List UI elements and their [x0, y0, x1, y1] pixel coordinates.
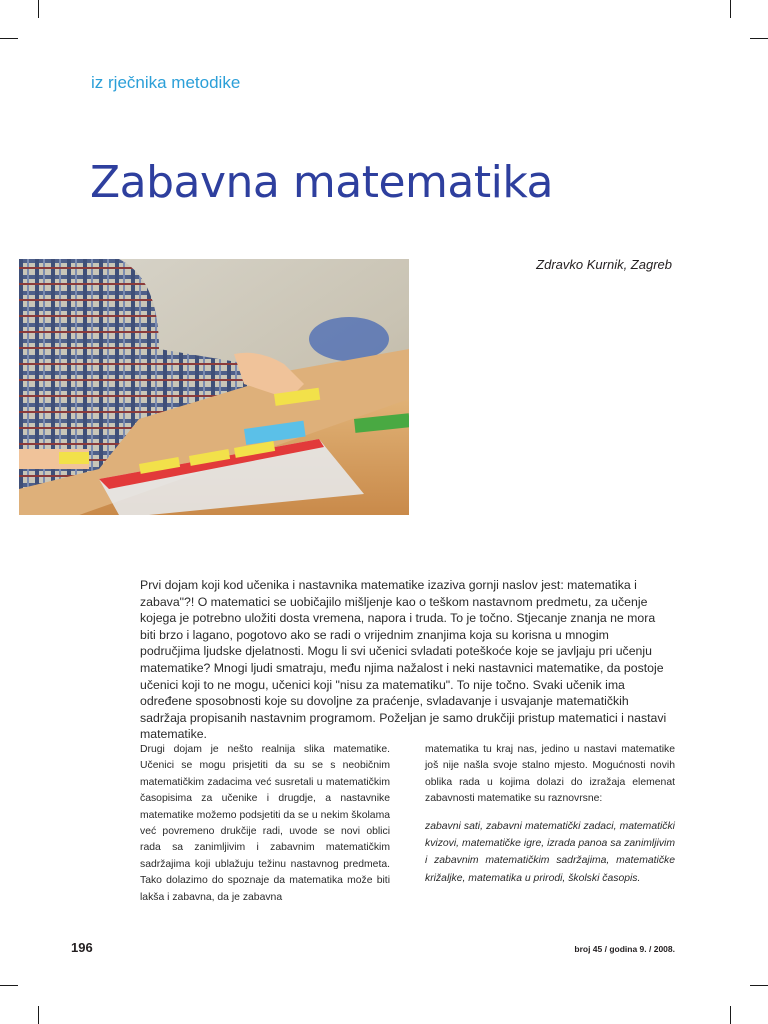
article-title: Zabavna matematika [90, 157, 553, 208]
crop-mark [38, 0, 39, 18]
article-intro: Prvi dojam koji kod učenika i nastavnika matematike izaziva gornji naslov jest: matematika i zabava"?! O matematici se uobičajilo mišljenje kao o teškom nastavnom predmetu, za učenje kojega je potrebno uložiti dosta vremena, napora i truda. To je točno. Stjecanje znanja ne mora biti brzo i lagano, pogotovo ako se radi o vrijednim znanjima koja su korisna u mnogim područjima ljudske djelatnosti. Mogu li svi učenici svladati poteškoće koje se javljaju pri učenju matematike? Mnogi ljudi smatraju, među njima nažalost i neki nastavnici matematike, da postoje učenici koji to ne mogu, učenici koji "nisu za matematiku". To nije točno. Svaki učenik ima određene sposobnosti koje su dovoljne za praćenje, svladavanje i usvajanje matematičkih sadržaja propisanih nastavnim programom. Poželjan je samo drukčiji pristup matematici i nastavi matematike. [140, 578, 667, 742]
issue-info: broj 45 / godina 9. / 2008. [574, 944, 675, 954]
article-author: Zdravko Kurnik, Zagreb [536, 257, 672, 272]
crop-mark [0, 38, 18, 39]
crop-mark [730, 1006, 731, 1024]
article-forms-list: zabavni sati, zabavni matematički zadaci, matematički kvizovi, matematičke igre, izrada panoa sa zanimljivim i zabavnim matematičkim sadržajima, matematičke križaljke, matematika u prirodi, školski časopis. [425, 821, 675, 884]
crop-mark [0, 985, 18, 986]
crop-mark [750, 38, 768, 39]
crop-mark [730, 0, 731, 18]
crop-mark [38, 1006, 39, 1024]
article-column-2: matematika tu kraj nas, jedino u nastavi matematike još nije našla svoje stalno mjesto. Mogućnosti novih oblika rada u kojima dolazi do izražaja elemenat zabavnosti matematike su raznovrsne: [425, 744, 675, 805]
article-column-1: Drugi dojam je nešto realnija slika matematike. Učenici se mogu prisjetiti da su se s neobičnim matematičkim zadacima već susretali u matematičkim časopisima za učenike i drugdje, a nastavnike matematike možemo podsjetiti da se u nekim školama već povremeno drukčije radi, uvode se novi oblici rada sa zanimljivim i zabavnim matematičkim sadržajima koji ublažuju težinu nastavnog predmeta. Tako dolazimo do spoznaje da matematika može biti lakša i zabavna, da je zabavna [140, 744, 390, 903]
crop-mark [750, 985, 768, 986]
article-photo [19, 259, 409, 515]
section-label: iz rječnika metodike [91, 73, 241, 92]
page-number: 196 [71, 940, 93, 955]
